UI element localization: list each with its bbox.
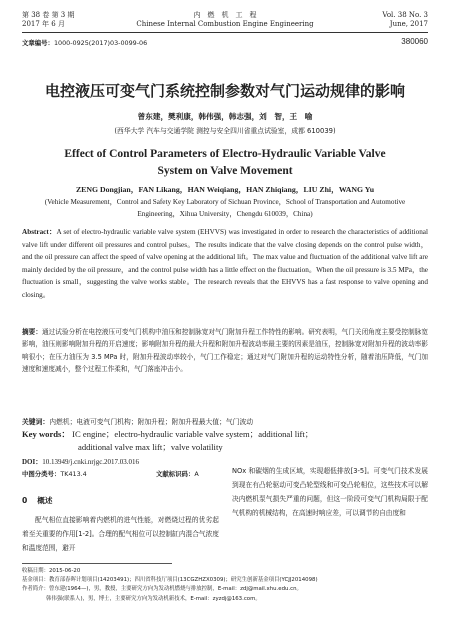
keywords-cn <box>22 416 428 426</box>
header-volume-en: Vol. 38 No. 3 <box>382 11 428 19</box>
abstract-en <box>22 226 428 302</box>
clc-value: TK413.4 <box>60 470 87 478</box>
article-number-value: 1000-0925(2017)03-0099-06 <box>53 39 148 47</box>
article-code: 380060 <box>401 37 428 46</box>
authors-en: ZENG Dongjian，FAN Likang，HAN Weiqiang，HAN Zhiqiang，LIU Zhi，WANG Yu <box>75 185 375 194</box>
header-date-en: June, 2017 <box>389 20 428 28</box>
doi-label: DOI： <box>22 458 43 466</box>
keywords-cn-label: 关键词： <box>22 418 50 426</box>
journal-volume-issue <box>22 11 132 29</box>
footnote-contact: 韩伟强(联系人)，男，博士，主要研究方向为发动机新技术，E-mail：zyzdj@163.com。 <box>46 595 261 602</box>
section-number: 0 <box>22 496 28 505</box>
doc-code-label: 文献标识码： <box>156 470 195 478</box>
clc-number <box>22 469 87 478</box>
footnote-rule <box>22 563 172 564</box>
keywords-en-line1: IC engine；electro-hydraulic variable valve system；additional lift； <box>72 429 314 439</box>
abstract-en-text: A set of electro-hydraulic variable valve system (EHVVS) was investigated in order to research the characteristics of additional valve lift under different oil pressures and control pulses。The results indicate that the valve closing depends on the control pulse width，and the oil pressure can affect the speed of valve opening at the additional lift。The max value and fluctuation of the additional valve lift are mainly decided by the oil pressure，and the control pulse width has a little effect on the fluctuation。When the oil pressure is 3.5 MPa，the fluctuation is small，suggesting the valve works stable。The research reveals that the EHVVS has a fast response to valve opening and closing。 <box>22 228 428 299</box>
header-volume: 第 38 卷 第 3 期 <box>22 11 75 19</box>
keywords-en <box>22 428 428 441</box>
footnote-received: 收稿日期：2015-06-20 <box>22 568 81 574</box>
abstract-cn <box>22 326 428 376</box>
journal-vol-en <box>318 11 428 29</box>
clc-label: 中图分类号： <box>22 470 61 478</box>
affiliation-cn: (西华大学 汽车与交通学院 测控与安全四川省重点试验室，成都 610039) <box>114 127 336 135</box>
keywords-en-cont: additional valve max lift；valve volatility <box>78 442 223 452</box>
authors-cn: 曾东建，樊利康，韩伟强，韩志强，刘 智，王 喻 <box>137 112 313 121</box>
body-column-left: 配气相位直接影响着内燃机的进气性能，对燃烧过程的优劣起着至关重要的作用[1-2]。合理的配气相位可以控制缸内混合气浓度和温度范围，避开 <box>22 516 219 552</box>
title-cn: 电控液压可变气门系统控制参数对气门运动规律的影响 <box>44 82 405 100</box>
keywords-cn-text: 内燃机；电液可变气门机构；附加升程；附加升程最大值；气门波动 <box>49 418 254 426</box>
doi-value: 10.13949/j.cnki.nrjgc.2017.03.016 <box>42 458 140 466</box>
journal-name-en: Chinese Internal Combustion Engine Engineering <box>136 20 314 28</box>
abstract-cn-label: 摘要： <box>22 328 42 336</box>
journal-name <box>120 11 330 29</box>
abstract-cn-text: 通过试验分析在电控液压可变气门机构中油压和控制脉宽对气门附加升程工作特性的影响。研究表明，气门关闭角度主要受控制脉宽影响，油压则影响附加升程的开启速度；影响附加升程的最大升程和附加升程波动率最主要的因素是油压，控制脉宽对附加升程的波动率影响很小；在压力油压为 3.5 MPa 时，附加升程波动率较小，气门工作稳定；通过对气门附加升程的运动特性分析，随着油压降低，气门加速度和速度减小，整个过程工作柔和，气门落座冲击小。 <box>22 328 429 374</box>
article-number-label: 文章编号： <box>22 39 54 47</box>
affiliation-en: (Vehicle Measurement，Control and Safety Key Laboratory of Sichuan Province，School of Transportation and Automotive Engineering，Xihua University，Chengdu 610039，China) <box>44 198 406 218</box>
body-column-right: NOx 和碳烟的生成区域，实现超低排放[3-5]。可变气门技术发展到现在有凸轮驱动可变凸轮型线和可变凸轮相位，这些技术可以解决内燃机泵气损失严重的问题，但这一阶段可变气门机构局限于配气机构的机械结构，在高速时响应差，可以调节的自由度和 <box>232 467 428 517</box>
section-title: 概述 <box>37 496 53 505</box>
article-number <box>22 38 147 47</box>
abstract-en-label: Abstract： <box>22 228 57 236</box>
keywords-en-label: Key words： <box>22 429 70 439</box>
doi <box>22 457 139 467</box>
footnote-author: 作者简介：曾东建(1964—)，男，教授，主要研究方向为发动机燃烧与排放控制，E-mail：zdj@mail.xhu.edu.cn。 <box>22 586 302 593</box>
document-code <box>156 469 199 478</box>
journal-name-cn: 内 燃 机 工 程 <box>193 11 257 19</box>
title-en: Effect of Control Parameters of Electro-Hydraulic Variable Valve System on Valve Movement <box>64 148 386 177</box>
footnotes <box>22 567 428 604</box>
header-rule <box>22 32 428 33</box>
footnote-funding: 基金项目：教育部春晖计划项目(14203491)；四川省科技厅项目(13CGZHZX0309)；研究生创新基金项目(YCJJ2014098) <box>22 577 318 584</box>
doc-code-value: A <box>194 470 199 478</box>
header-date-cn: 2017 年 6 月 <box>22 20 65 28</box>
section-heading <box>22 495 52 506</box>
